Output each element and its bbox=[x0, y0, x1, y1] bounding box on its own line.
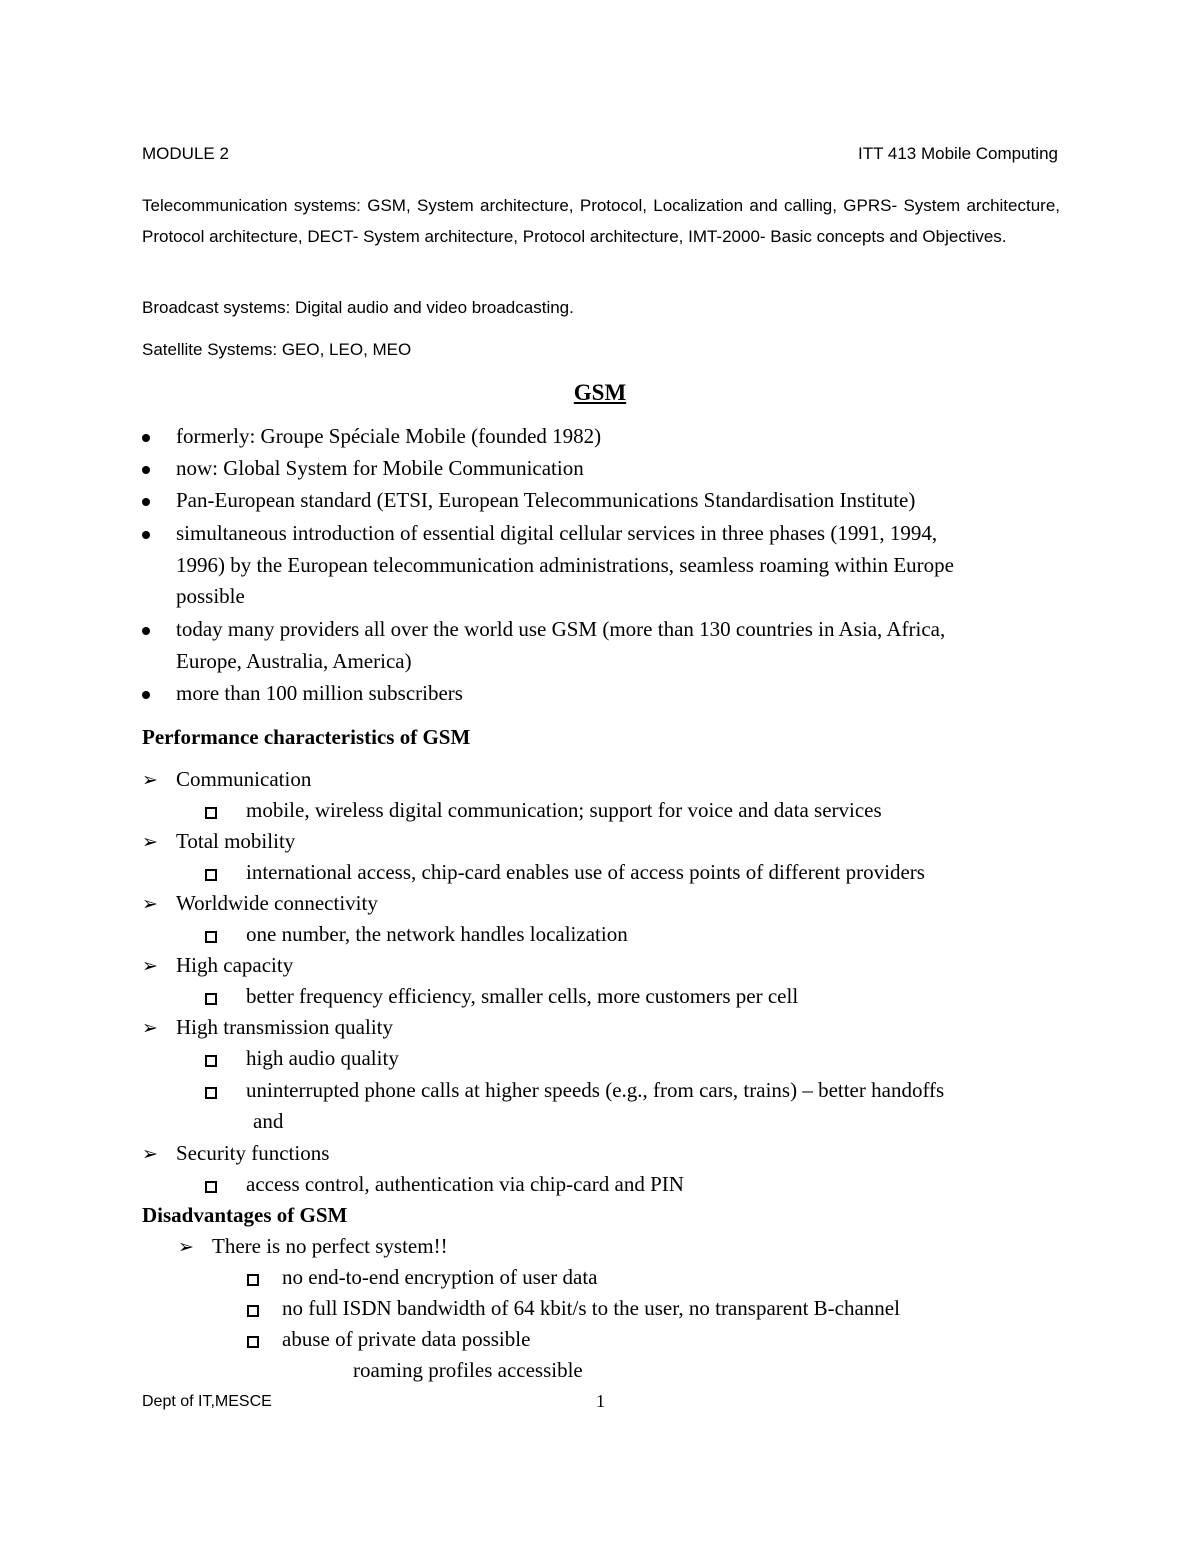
perf-sub-item: high audio quality bbox=[246, 1046, 399, 1070]
perf-sub-item: one number, the network handles localization bbox=[246, 922, 628, 946]
footer-dept: Dept of IT,MESCE bbox=[142, 1393, 272, 1410]
checkbox-bullet-icon bbox=[247, 1302, 259, 1320]
disadv-sub-item: no end-to-end encryption of user data bbox=[282, 1265, 598, 1289]
disadv-sub-item: abuse of private data possible bbox=[282, 1327, 531, 1351]
bullet-dot-icon bbox=[142, 466, 150, 474]
bullet-dot-icon bbox=[142, 434, 150, 442]
perf-item bbox=[142, 1141, 158, 1166]
arrowhead-bullet-icon: ➢ bbox=[178, 1237, 194, 1258]
page-number: 1 bbox=[596, 1391, 605, 1411]
perf-sub-item: mobile, wireless digital communication; support for voice and data services bbox=[246, 798, 882, 822]
gsm-bullet-continuation: possible bbox=[176, 584, 245, 608]
gsm-bullet: formerly: Groupe Spéciale Mobile (founded 1982) bbox=[176, 424, 602, 448]
perf-item bbox=[142, 1015, 158, 1040]
perf-sub-item: uninterrupted phone calls at higher speeds (e.g., from cars, trains) – better handoffs bbox=[246, 1078, 945, 1102]
disadv-continuation: roaming profiles accessible bbox=[353, 1358, 583, 1382]
broadcast-systems-line: Broadcast systems: Digital audio and video broadcasting. bbox=[142, 298, 574, 317]
bullet-dot-icon bbox=[142, 627, 150, 635]
course-title: ITT 413 Mobile Computing bbox=[857, 144, 1058, 163]
perf-item-label: High capacity bbox=[176, 953, 294, 977]
disadv-item bbox=[178, 1234, 194, 1259]
checkbox-bullet-icon bbox=[247, 1333, 259, 1351]
disadv-item-label: There is no perfect system!! bbox=[212, 1234, 448, 1258]
gsm-bullet-continuation: 1996) by the European telecommunication administrations, seamless roaming within Europe bbox=[176, 553, 954, 577]
perf-item bbox=[142, 829, 158, 854]
perf-item-label: Security functions bbox=[176, 1141, 330, 1165]
perf-item bbox=[142, 767, 158, 792]
gsm-bullet: today many providers all over the world use GSM (more than 130 countries in Asia, Africa, bbox=[176, 617, 946, 641]
checkbox-bullet-icon bbox=[205, 1052, 217, 1070]
satellite-systems-line: Satellite Systems: GEO, LEO, MEO bbox=[142, 340, 412, 359]
perf-item-label: High transmission quality bbox=[176, 1015, 393, 1039]
arrowhead-bullet-icon: ➢ bbox=[142, 770, 158, 791]
perf-sub-item: access control, authentication via chip-card and PIN bbox=[246, 1172, 684, 1196]
perf-sub-item-continuation: and bbox=[253, 1109, 284, 1133]
checkbox-bullet-icon bbox=[205, 1084, 217, 1102]
telecom-systems-paragraph: Telecommunication systems: GSM, System architecture, Protocol, Localization and calling, GPRS- System architecture, Protocol architecture, DECT- System architecture, Protocol architecture, IMT-2000- Basic concepts and Objectives. bbox=[142, 196, 1060, 246]
checkbox-bullet-icon bbox=[205, 928, 217, 946]
checkbox-bullet-icon bbox=[205, 1178, 217, 1196]
perf-item-label: Total mobility bbox=[176, 829, 296, 853]
checkbox-bullet-icon bbox=[247, 1271, 259, 1289]
arrowhead-bullet-icon: ➢ bbox=[142, 1018, 158, 1039]
checkbox-bullet-icon bbox=[205, 804, 217, 822]
arrowhead-bullet-icon: ➢ bbox=[142, 1144, 158, 1165]
module-label: MODULE 2 bbox=[142, 144, 229, 163]
gsm-bullet: now: Global System for Mobile Communication bbox=[176, 456, 584, 480]
arrowhead-bullet-icon: ➢ bbox=[142, 956, 158, 977]
performance-heading: Performance characteristics of GSM bbox=[142, 725, 471, 749]
bullet-dot-icon bbox=[142, 531, 150, 539]
gsm-title: GSM bbox=[573, 380, 627, 405]
perf-item-label: Worldwide connectivity bbox=[176, 891, 378, 915]
checkbox-bullet-icon bbox=[205, 990, 217, 1008]
gsm-bullet: simultaneous introduction of essential digital cellular services in three phases (1991, 1994, bbox=[176, 521, 938, 545]
arrowhead-bullet-icon: ➢ bbox=[142, 894, 158, 915]
gsm-bullet-continuation: Europe, Australia, America) bbox=[176, 649, 412, 673]
bullet-dot-icon bbox=[142, 498, 150, 506]
bullet-dot-icon bbox=[142, 691, 150, 699]
perf-sub-item: international access, chip-card enables use of access points of different providers bbox=[246, 860, 925, 884]
perf-item bbox=[142, 891, 158, 916]
checkbox-bullet-icon bbox=[205, 866, 217, 884]
gsm-bullet: Pan-European standard (ETSI, European Telecommunications Standardisation Institute) bbox=[176, 488, 916, 512]
disadvantages-heading: Disadvantages of GSM bbox=[142, 1203, 348, 1227]
arrowhead-bullet-icon: ➢ bbox=[142, 832, 158, 853]
perf-sub-item: better frequency efficiency, smaller cells, more customers per cell bbox=[246, 984, 799, 1008]
gsm-bullet: more than 100 million subscribers bbox=[176, 681, 463, 705]
disadv-sub-item: no full ISDN bandwidth of 64 kbit/s to the user, no transparent B-channel bbox=[282, 1296, 900, 1320]
perf-item bbox=[142, 953, 158, 978]
perf-item-label: Communication bbox=[176, 767, 312, 791]
